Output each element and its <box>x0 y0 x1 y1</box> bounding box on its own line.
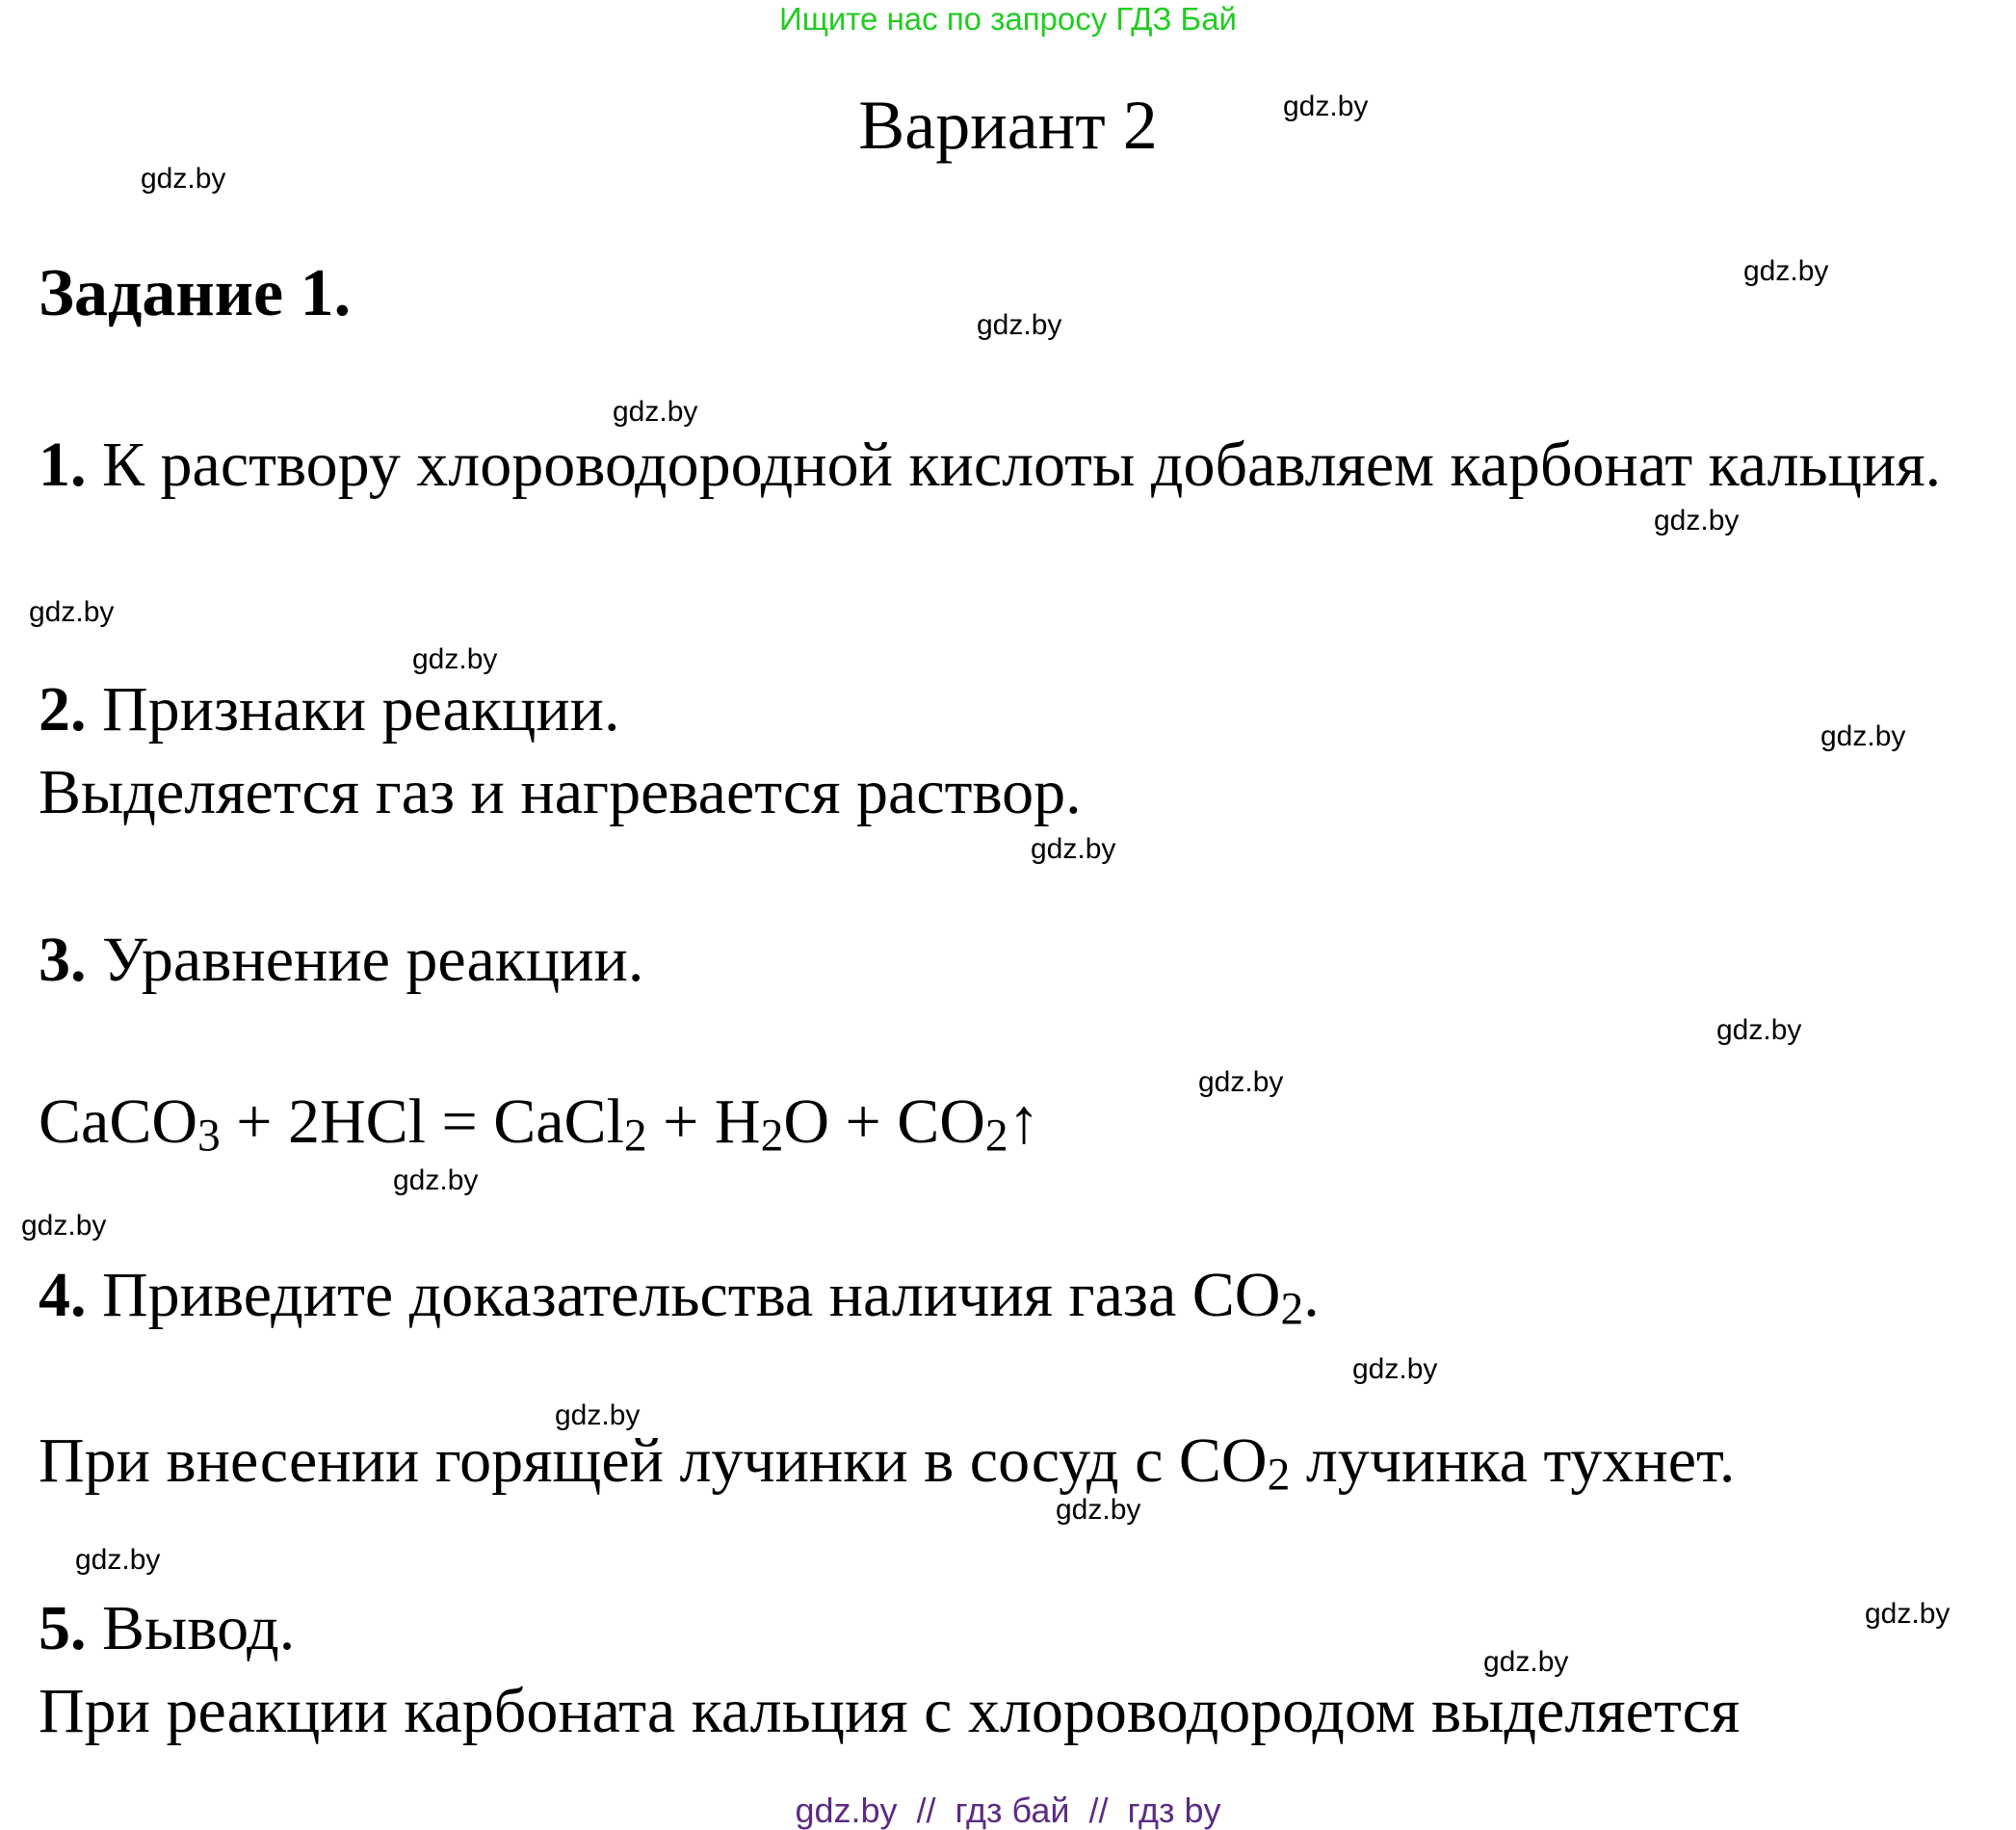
watermark: gdz.by <box>1865 1598 1951 1630</box>
item-1-text: К раствору хлороводородной кислоты добавляем карбонат кальция. <box>102 430 1942 500</box>
watermark: gdz.by <box>1483 1646 1569 1678</box>
watermark: gdz.by <box>1056 1494 1141 1526</box>
variant-title: Вариант 2 <box>858 87 1158 164</box>
watermark: gdz.by <box>977 309 1062 341</box>
watermark: gdz.by <box>412 643 498 675</box>
item-3-heading-text: Уравнение реакции. <box>102 925 644 995</box>
item-4-heading <box>39 1254 1979 1337</box>
watermark: gdz.by <box>1031 833 1116 865</box>
watermark: gdz.by <box>141 163 226 195</box>
watermark: gdz.by <box>1283 91 1369 122</box>
task-heading: Задание 1. <box>39 256 352 330</box>
watermark: gdz.by <box>21 1210 107 1242</box>
item-5-heading-text: Вывод. <box>102 1593 296 1663</box>
item-2-answer: Выделяется газ и нагревается раствор. <box>39 757 1082 827</box>
watermark: gdz.by <box>1654 505 1740 536</box>
item-1 <box>39 424 1979 507</box>
watermark: gdz.by <box>1352 1353 1438 1385</box>
item-3-heading <box>39 919 1979 1002</box>
item-5-heading <box>39 1587 1979 1670</box>
watermark: gdz.by <box>555 1399 641 1431</box>
watermark: gdz.by <box>1820 720 1906 752</box>
item-4-number: 4. <box>39 1260 87 1330</box>
item-2-heading <box>39 668 1979 751</box>
watermark: gdz.by <box>1198 1066 1284 1098</box>
item-4-heading-text: Приведите доказательства наличия газа $CO_2$. <box>102 1260 1320 1335</box>
item-3-number: 3. <box>39 925 87 995</box>
item-2-number: 2. <box>39 674 87 745</box>
watermark: gdz.by <box>29 596 115 628</box>
item-5-number: 5. <box>39 1593 87 1663</box>
item-1-number: 1. <box>39 430 87 500</box>
item-2-heading-text: Признаки реакции. <box>102 674 620 745</box>
search-banner: Ищите нас по запросу ГДЗ Бай <box>779 1 1237 37</box>
watermark: gdz.by <box>1716 1014 1802 1046</box>
reaction-equation: CaCO$_3$ + 2HCl = CaCl$_2$ + $H_2O$ + $CO_2↑$ <box>39 1086 1040 1162</box>
item-5-answer: При реакции карбоната кальция с хлороводородом выделяется <box>39 1676 1741 1746</box>
watermark: gdz.by <box>393 1164 479 1196</box>
footer-watermark: gdz.by // гдз бай // гдз by <box>795 1791 1221 1830</box>
watermark: gdz.by <box>1743 255 1829 287</box>
watermark: gdz.by <box>613 396 698 428</box>
item-4-answer: При внесении горящей лучинки в сосуд с $CO_2$ лучинка тухнет. <box>39 1425 1736 1501</box>
watermark: gdz.by <box>75 1544 161 1576</box>
